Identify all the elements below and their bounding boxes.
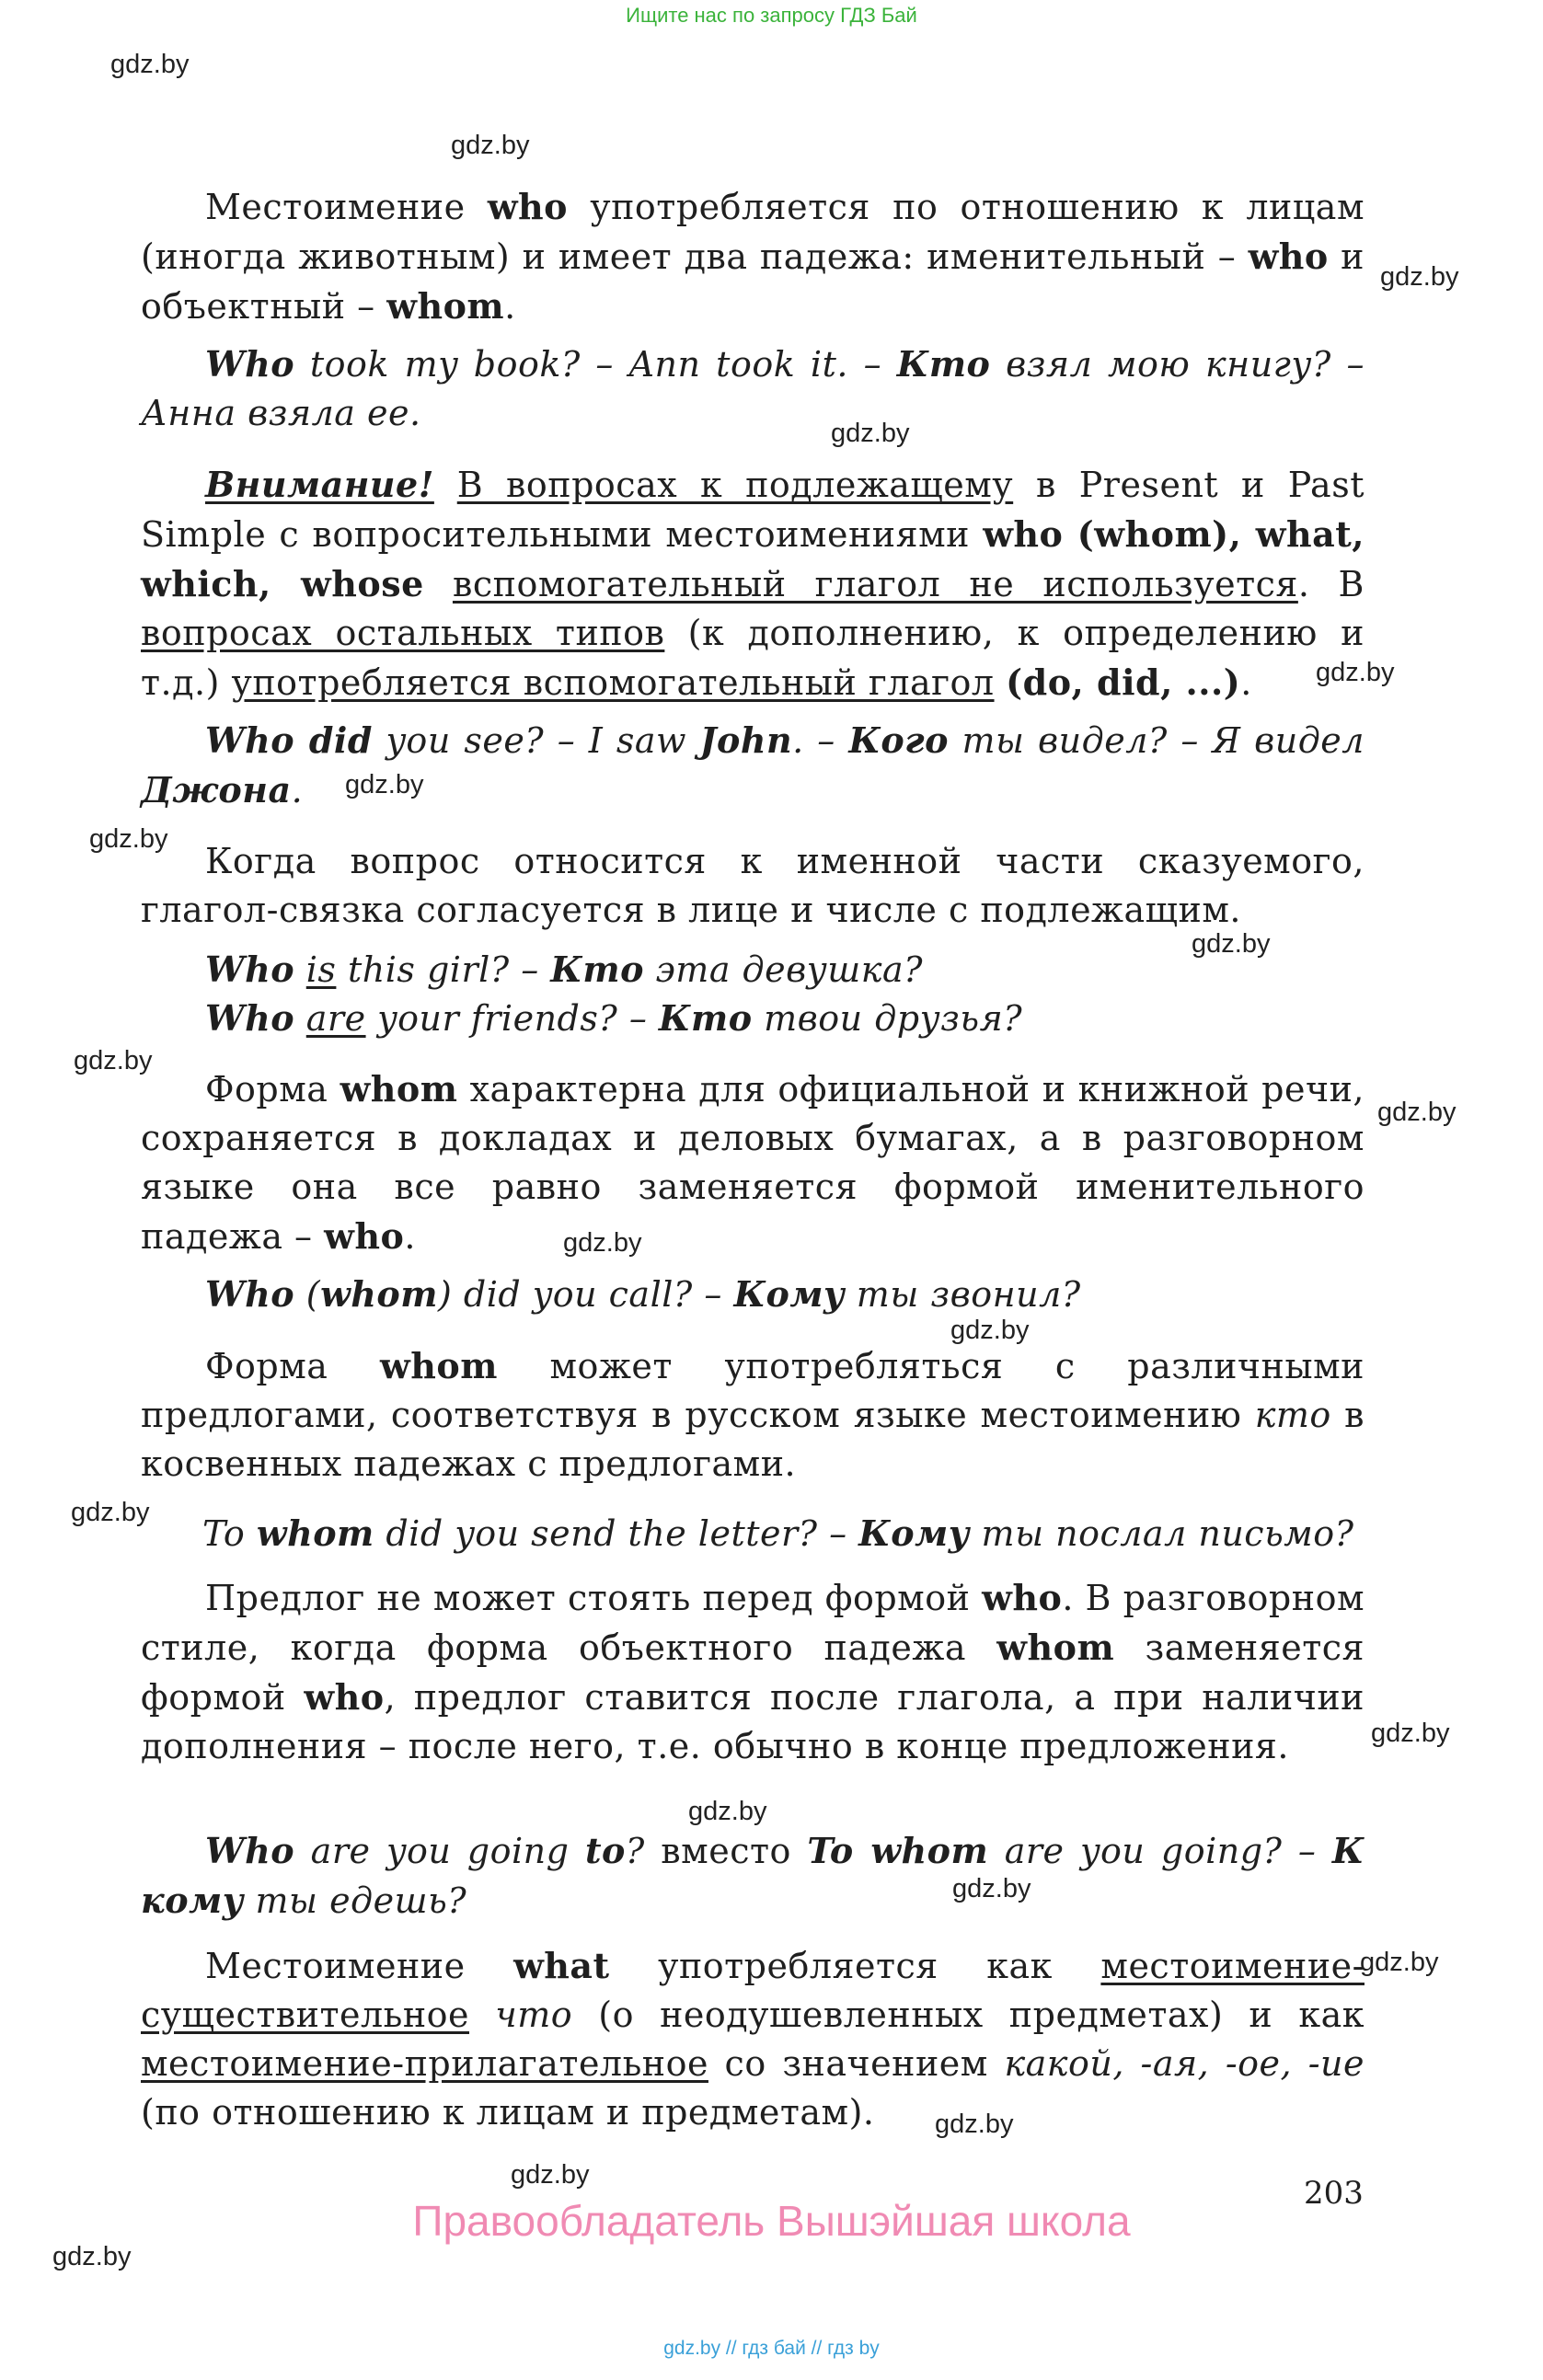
watermark: gdz.by (110, 50, 190, 79)
text (294, 998, 306, 1039)
text: ) did you call? – (437, 1274, 734, 1315)
text: характерна для официальной и книжной речи, сохраняется в докладах и деловых бумагах, а в разговорном языке она все равно заменяется формой именительного падежа – (141, 1069, 1365, 1257)
watermark: gdz.by (451, 131, 530, 160)
underlined-text: is (305, 949, 337, 990)
term: Кому (858, 1512, 970, 1554)
watermark: gdz.by (1377, 1098, 1457, 1127)
term: who (304, 1676, 385, 1718)
term: who (982, 1577, 1063, 1618)
text: this girl? – (336, 949, 551, 990)
term: Who (205, 949, 295, 990)
text: Предлог не может стоять перед формой (205, 1578, 983, 1618)
footer-links: gdz.by // гдз бай // гдз by (663, 2338, 880, 2359)
watermark: gdz.by (345, 770, 424, 799)
text: . (504, 286, 516, 327)
watermark: gdz.by (563, 1228, 642, 1258)
paragraph-whom-formal (141, 1064, 1365, 1261)
watermark: gdz.by (1371, 1719, 1450, 1748)
copyright-holder: Правообладатель Вышэйшая школа (412, 2197, 1131, 2245)
text: может употребляться с различными предлогами, соответствуя в русском языке местоимению (141, 1346, 1365, 1435)
term: Who (205, 997, 295, 1039)
term: Джона (141, 769, 292, 811)
term: Кто (896, 343, 991, 385)
term: Who (205, 343, 295, 385)
term: К кому (141, 1830, 1365, 1921)
text: эта девушка? (643, 949, 923, 990)
term: (do, did, ...) (1006, 661, 1241, 703)
text: did you send the letter? – (374, 1513, 859, 1554)
text: . (291, 770, 304, 811)
text: . – (792, 720, 849, 761)
text: ты едешь? (243, 1880, 467, 1921)
term: to (584, 1830, 626, 1871)
text: Местоимение (205, 187, 488, 227)
underlined-text: are (305, 998, 366, 1039)
italic-term: какой, -ая, -ое, -ие (1004, 2043, 1365, 2084)
example-who-is (141, 945, 1365, 995)
text: употребляется как (609, 1946, 1101, 1986)
text: , предлог ставится после глагола, а при наличии дополнения – после него, т.е. обычно в конце предложения. (141, 1677, 1365, 1766)
paragraph-what (141, 1941, 1365, 2137)
term: To whom (807, 1830, 989, 1871)
term: who (whom), what, which, whose (141, 513, 1365, 604)
term: whom (320, 1273, 438, 1315)
term: whom (380, 1345, 498, 1386)
term: Кого (848, 719, 949, 761)
text: взял мою книгу? – Анна взяла ее. (141, 344, 1365, 433)
text: заменяется формой (141, 1627, 1365, 1718)
watermark: gdz.by (52, 2242, 132, 2271)
text: ты звонил? (845, 1274, 1081, 1315)
text: ( (294, 1274, 321, 1315)
page-number: 203 (1304, 2175, 1364, 2212)
text: ? (625, 1831, 662, 1871)
underlined-text: местоимение-прилагательное (141, 2043, 708, 2084)
underlined-text: употребляется вспомогательный глагол (231, 662, 995, 703)
underlined-text: В вопросах к подлежащему (456, 465, 1014, 505)
term: who (487, 186, 569, 227)
term: whom (386, 285, 505, 327)
term: who (1248, 236, 1329, 277)
text: took my book? – Ann took it. – (294, 344, 897, 385)
term: Who (205, 1830, 295, 1871)
text: . (404, 1216, 416, 1257)
text: are you going (294, 1831, 585, 1871)
text (424, 564, 453, 604)
term: Кто (658, 997, 753, 1039)
watermark: gdz.by (952, 1874, 1031, 1903)
text: are you going? – (988, 1831, 1332, 1871)
text: Когда вопрос относится к именной части сказуемого, глагол-связка согласуется в лице и числе с подлежащим. (141, 841, 1365, 930)
term: Who (205, 1273, 295, 1315)
italic-term: что (495, 1995, 573, 2035)
text: в Present и Past Simple с вопросительными местоимениями (141, 465, 1365, 555)
text: . В разговорном стиле, когда форма объектного падежа (141, 1578, 1365, 1668)
underlined-text: вопросах остальных типов (141, 613, 665, 653)
text: you see? – I saw (372, 720, 700, 761)
underlined-text: местоимение-существительное (141, 1946, 1365, 2035)
paragraph-whom-prepositions (141, 1341, 1365, 1489)
example-who-are (141, 994, 1365, 1043)
example-who-whom-call (141, 1270, 1365, 1319)
underlined-text: вспомогательный глагол не используется (452, 564, 1298, 604)
term: Кому (733, 1273, 846, 1315)
text: Форма (205, 1346, 381, 1386)
text: (к дополнению, к определению и т.д.) (141, 613, 1365, 703)
text (995, 662, 1007, 703)
text (469, 1995, 495, 2035)
example-who-going-to (141, 1826, 1365, 1926)
watermark: gdz.by (1360, 1948, 1439, 1977)
watermark: gdz.by (511, 2160, 590, 2190)
paragraph-link-verb (141, 837, 1365, 935)
term: Кто (550, 949, 644, 990)
paragraph-preposition-position (141, 1573, 1365, 1771)
text: со значением (708, 2043, 1005, 2084)
watermark: gdz.by (89, 824, 168, 854)
watermark: gdz.by (74, 1046, 153, 1075)
text: и объектный – (141, 236, 1365, 327)
watermark: gdz.by (1380, 262, 1459, 292)
watermark: gdz.by (1192, 929, 1271, 959)
text: в косвенных падежах с предлогами. (141, 1395, 1365, 1484)
text (791, 1831, 808, 1871)
term: whom (996, 1627, 1115, 1668)
text: ты послал письмо? (969, 1513, 1354, 1554)
text: Форма (205, 1069, 340, 1110)
paragraph-attention (141, 460, 1365, 707)
text: употребляется по отношению к лицам (иногда животным) и имеет два падежа: именительный – (141, 187, 1365, 277)
text: (по отношению к лицам и предметам). (141, 2092, 875, 2133)
text: . (1240, 662, 1252, 703)
attention-label: Внимание! (205, 464, 434, 505)
term: whom (256, 1512, 374, 1554)
watermark: gdz.by (831, 419, 910, 448)
watermark: gdz.by (1316, 658, 1395, 687)
italic-term: кто (1254, 1395, 1331, 1435)
example-who-did (141, 716, 1365, 815)
text (294, 949, 306, 990)
text: (о неодушевленных предметах) и как (572, 1995, 1365, 2035)
watermark: gdz.by (935, 2110, 1014, 2139)
top-banner: Ищите нас по запросу ГДЗ Бай (626, 4, 917, 27)
watermark: gdz.by (950, 1316, 1030, 1345)
term: John (699, 719, 793, 761)
example-to-whom-letter (202, 1509, 1365, 1558)
text: ты видел? – Я видел (948, 720, 1365, 761)
example-who-took (141, 339, 1365, 438)
text (434, 465, 457, 505)
term: Who did (205, 719, 373, 761)
paragraph-who (141, 182, 1365, 331)
term: who (324, 1215, 405, 1257)
text: вместо (661, 1831, 791, 1871)
text: твои друзья? (752, 998, 1023, 1039)
term: whom (340, 1068, 458, 1110)
text: your friends? – (365, 998, 659, 1039)
text: . В (1297, 564, 1365, 604)
watermark: gdz.by (688, 1797, 767, 1826)
term: what (513, 1945, 610, 1986)
text: To (202, 1513, 257, 1554)
watermark: gdz.by (71, 1498, 150, 1527)
text: Местоимение (205, 1946, 514, 1986)
